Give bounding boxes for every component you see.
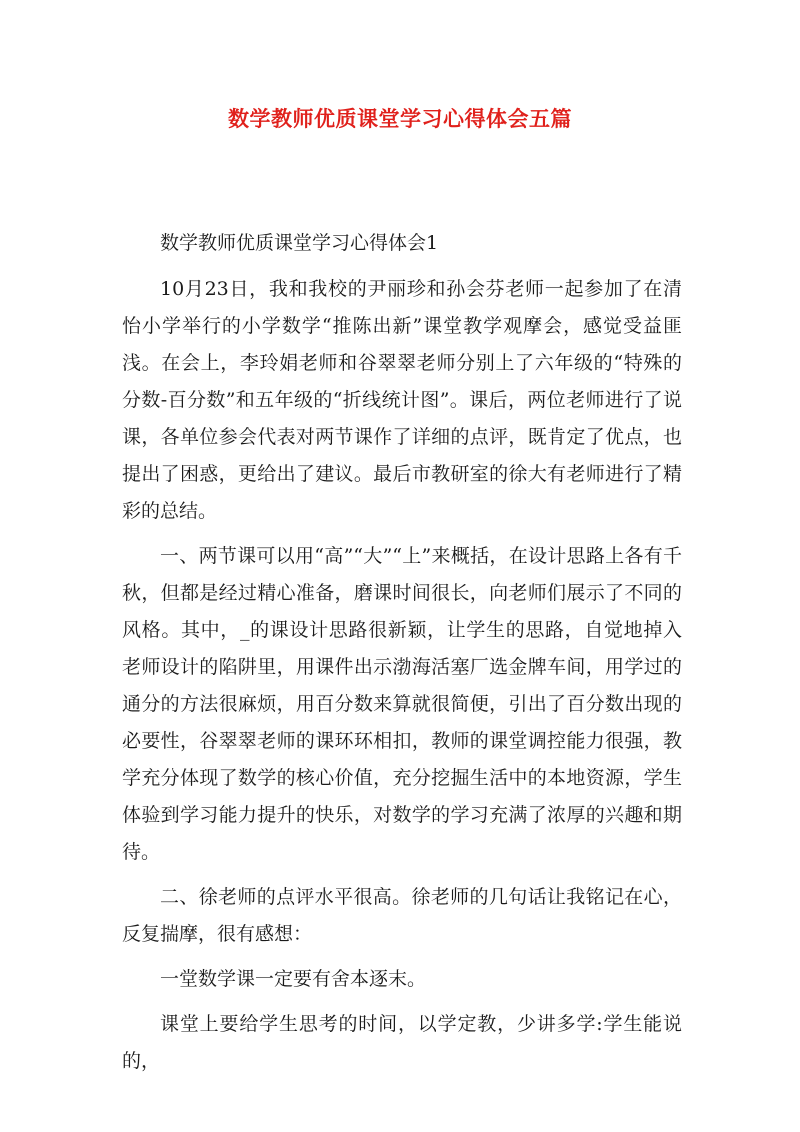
paragraph: 一堂数学课一定要有舍本逐末。: [160, 968, 427, 990]
section-subtitle: 数学教师优质课堂学习心得体会1: [160, 232, 439, 254]
document-body: [122, 225, 682, 1080]
paragraph: 10月23日，我和我校的尹丽珍和孙会芬老师一起参加了在清怡小学举行的小学数学“推陈出新”课堂教学观摩会，感觉受益匪浅。在会上，李玲娟老师和谷翠翠老师分别上了六年级的“特殊的分数-百分数”和五年级的“折线统计图”。课后，两位老师进行了说课，各单位参会代表对两节课作了详细的点评，既肯定了优点，也提出了困惑，更给出了建议。最后市教研室的徐大有老师进行了精彩的总结。: [122, 278, 682, 522]
paragraph: 课堂上要给学生思考的时间，以学定教，少讲多学:学生能说的，: [122, 1013, 682, 1072]
paragraph: 一、两节课可以用“高”“大”“上”来概括，在设计思路上各有千秋，但都是经过精心准备，磨课时间很长，向老师们展示了不同的风格。其中，_的课设计思路很新颖，让学生的思路，自觉地掉入老师设计的陷阱里，用课件出示渤海活塞厂选金牌车间，用学过的通分的方法很麻烦，用百分数来算就很简便，引出了百分数出现的必要性，谷翠翠老师的课环环相扣，教师的课堂调控能力很强，教学充分体现了数学的核心价值，充分挖掘生活中的本地资源，学生体验到学习能力提升的快乐，对数学的学习充满了浓厚的兴趣和期待。: [122, 545, 682, 863]
paragraph: 二、徐老师的点评水平很高。徐老师的几句话让我铭记在心，反复揣摩，很有感想：: [122, 886, 682, 945]
document-title: 数学教师优质课堂学习心得体会五篇: [228, 106, 572, 131]
